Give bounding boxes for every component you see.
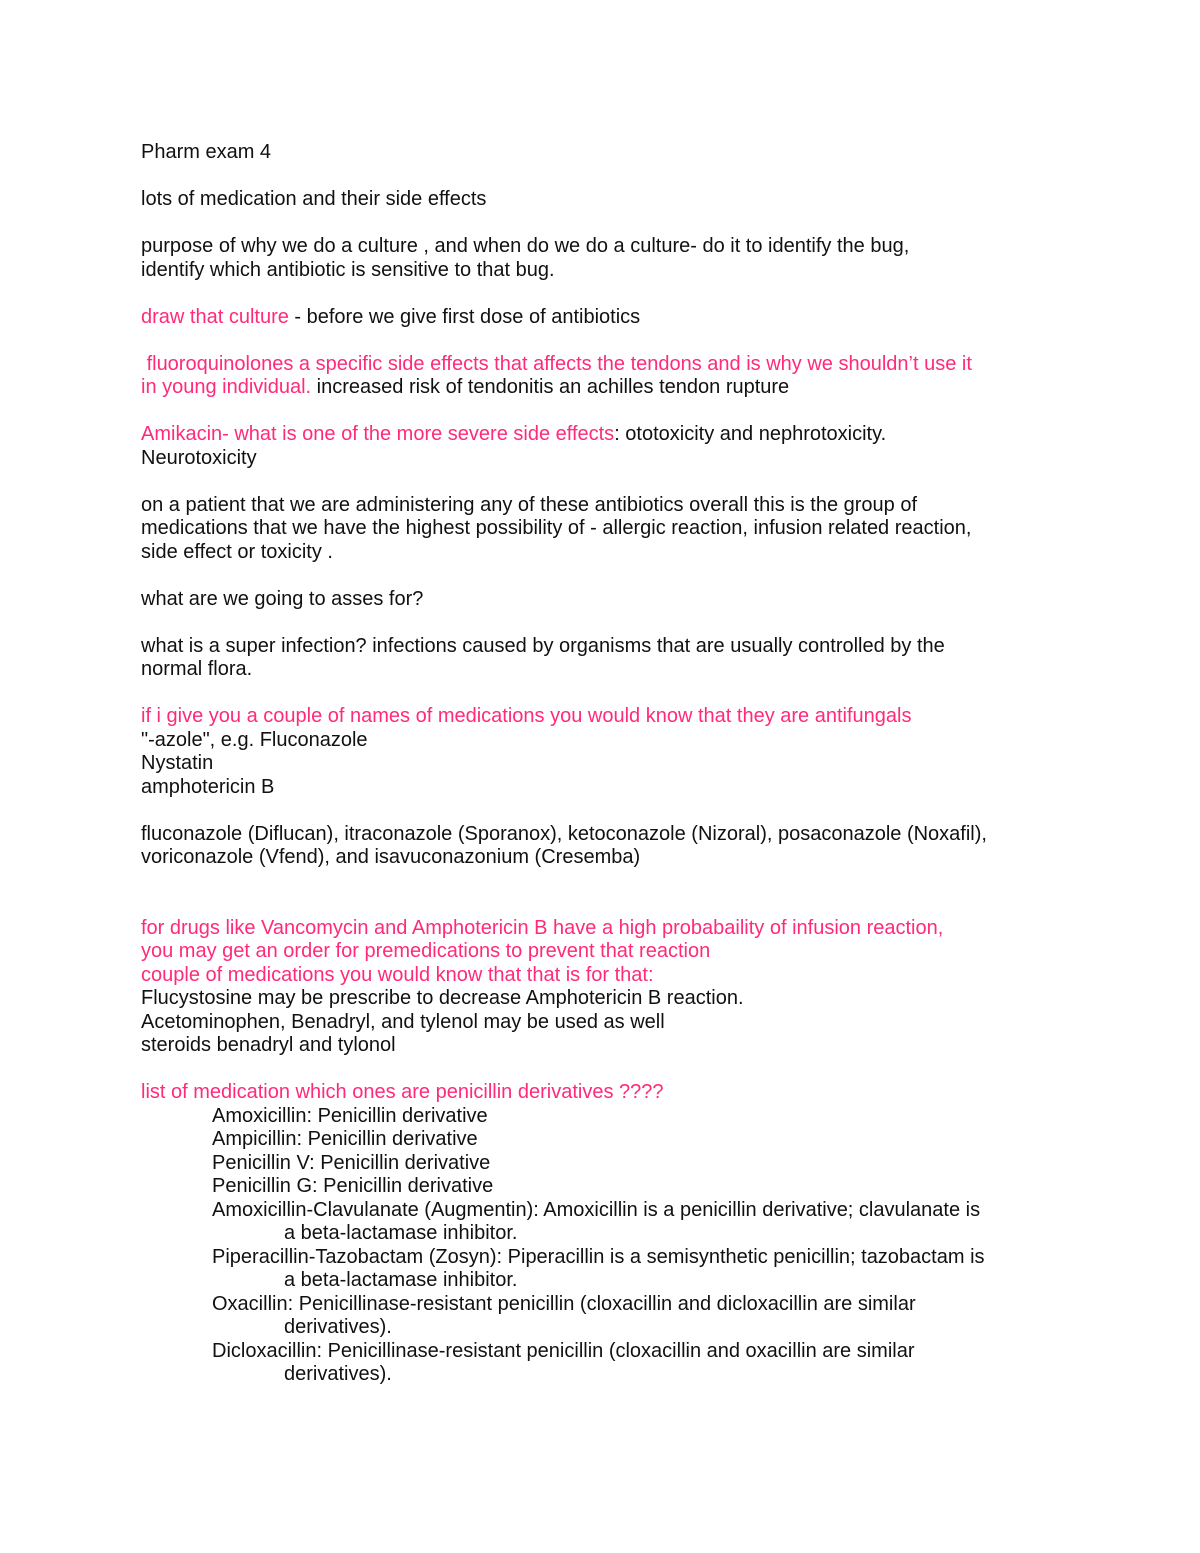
highlighted-text: Amikacin- what is one of the more severe side effects — [141, 423, 615, 445]
note-line — [141, 376, 1071, 400]
note-line: Flucystosine may be prescribe to decrease Amphotericin B reaction. — [141, 987, 744, 1009]
highlighted-line: for drugs like Vancomycin and Amphotericin B have a high probabaility of infusion reaction, — [141, 916, 944, 939]
list-item-continuation: a beta-lactamase inhibitor. — [284, 1222, 518, 1244]
highlighted-text: in young individual. — [141, 376, 312, 398]
note-line: normal flora. — [141, 658, 253, 680]
highlighted-line: you may get an order for premedications to prevent that reaction — [141, 940, 711, 962]
note-line: amphotericin B — [141, 775, 275, 798]
penicillin-list — [141, 1105, 1071, 1387]
list-item: Oxacillin: Penicillinase-resistant penicillin (cloxacillin and dicloxacillin are similar — [212, 1292, 916, 1315]
document-title: Pharm exam 4 — [141, 141, 272, 163]
note-line: steroids benadryl and tylonol — [141, 1034, 396, 1056]
list-item-continuation: derivatives). — [284, 1316, 392, 1338]
note-text: - before we give first dose of antibiotics — [288, 305, 641, 328]
list-item: Amoxicillin-Clavulanate (Augmentin): Amoxicillin is a penicillin derivative; clavulanate is — [212, 1198, 981, 1221]
note-line: identify which antibiotic is sensitive to that bug. — [141, 258, 555, 281]
note-line: medications that we have the highest possibility of - allergic reaction, infusion related reaction, — [141, 517, 972, 539]
list-item: Penicillin G: Penicillin derivative — [212, 1175, 494, 1197]
list-item-continuation: derivatives). — [284, 1363, 392, 1385]
list-item: Ampicillin: Penicillin derivative — [212, 1128, 478, 1150]
note-line: "-azole", e.g. Fluconazole — [141, 728, 368, 751]
highlighted-text: draw that culture — [141, 305, 289, 328]
highlighted-line: if i give you a couple of names of medications you would know that they are antifungals — [141, 705, 912, 727]
note-line: Neurotoxicity — [141, 446, 257, 469]
highlighted-line: list of medication which ones are penicillin derivatives ???? — [141, 1081, 664, 1103]
note-line: fluconazole (Diflucan), itraconazole (Sporanox), ketoconazole (Nizoral), posaconazole (Noxafil), — [141, 822, 987, 845]
note-line: lots of medication and their side effects — [141, 188, 487, 210]
note-line: Acetominophen, Benadryl, and tylenol may be used as well — [141, 1010, 665, 1033]
note-line: side effect or toxicity . — [141, 540, 333, 563]
note-text: : ototoxicity and nephrotoxicity. — [614, 423, 887, 445]
highlighted-line: couple of medications you would know that that is for that: — [141, 963, 654, 986]
note-line: Nystatin — [141, 752, 214, 774]
note-line: purpose of why we do a culture , and when do we do a culture- do it to identify the bug, — [141, 235, 910, 257]
note-line — [141, 423, 1071, 447]
note-line — [141, 306, 1071, 330]
note-line: voriconazole (Vfend), and isavuconazonium (Cresemba) — [141, 846, 641, 868]
note-text: increased risk of tendonitis an achilles tendon rupture — [311, 376, 790, 398]
note-line: what are we going to asses for? — [141, 587, 424, 610]
note-line: what is a super infection? infections caused by organisms that are usually controlled by the — [141, 634, 945, 657]
list-item-continuation: a beta-lactamase inhibitor. — [284, 1269, 518, 1291]
list-item: Dicloxacillin: Penicillinase-resistant penicillin (cloxacillin and oxacillin are similar — [212, 1339, 915, 1362]
list-item: Amoxicillin: Penicillin derivative — [212, 1104, 488, 1127]
highlighted-line: fluoroquinolones a specific side effects that affects the tendons and is why we shouldn’t use it — [141, 352, 972, 375]
list-item: Penicillin V: Penicillin derivative — [212, 1151, 491, 1174]
note-line: on a patient that we are administering any of these antibiotics overall this is the group of — [141, 493, 918, 516]
document-body — [141, 141, 1071, 1387]
list-item: Piperacillin-Tazobactam (Zosyn): Piperacillin is a semisynthetic penicillin; tazobactam is — [212, 1245, 985, 1268]
